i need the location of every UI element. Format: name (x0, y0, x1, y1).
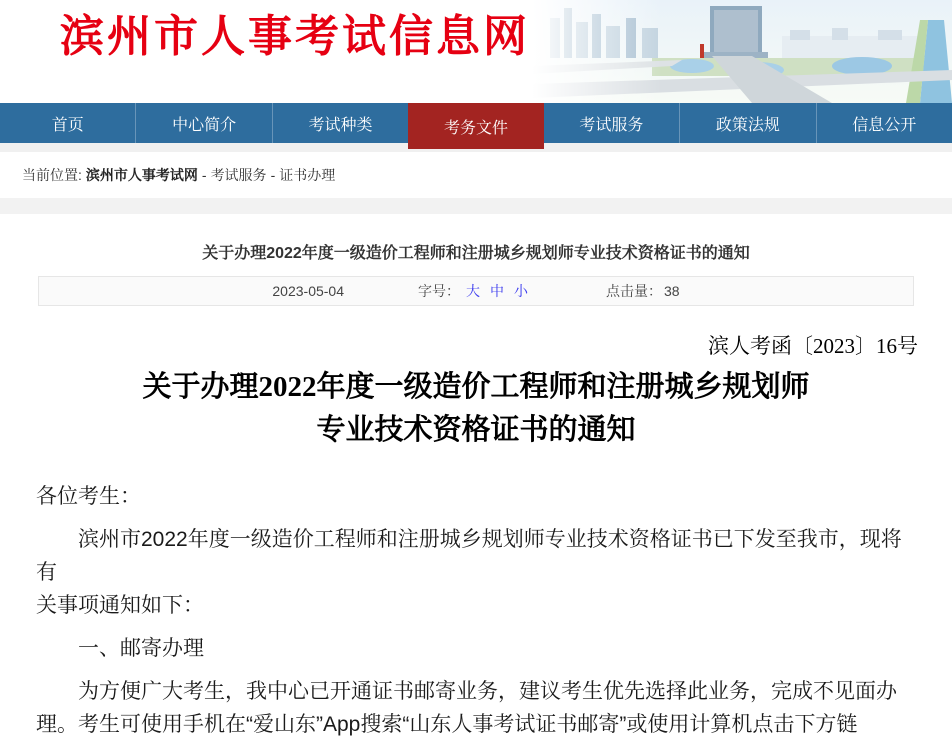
document-heading-line2: 专业技术资格证书的通知 (316, 414, 636, 446)
paragraph-line: 滨州市2022年度一级造价工程师和注册城乡规划师专业技术资格证书已下发至我市，现将有 (36, 528, 902, 584)
nav-item-policies[interactable]: 政策法规 (679, 103, 815, 143)
document-heading-line1: 关于办理2022年度一级造价工程师和注册城乡规划师 (142, 371, 810, 403)
article-area (0, 240, 952, 741)
font-size-control (418, 281, 532, 301)
breadcrumb-separator: - (270, 167, 276, 183)
document-heading (0, 366, 952, 452)
breadcrumb-section-link[interactable]: 考试服务 (210, 167, 267, 183)
cityscape-image (532, 0, 952, 103)
hit-counter-label: 点击量： (606, 283, 663, 299)
breadcrumb-page-link[interactable]: 证书办理 (279, 167, 336, 183)
breadcrumb (0, 152, 952, 198)
nav-item-center-intro[interactable]: 中心简介 (135, 103, 271, 143)
font-size-label: 字号： (418, 283, 461, 299)
nav-item-info-disclosure[interactable]: 信息公开 (816, 103, 952, 143)
article-title: 关于办理2022年度一级造价工程师和注册城乡规划师专业技术资格证书的通知 (202, 245, 750, 262)
hit-counter-value: 38 (664, 283, 680, 299)
section-divider (0, 198, 952, 214)
publish-date: 2023-05-04 (272, 283, 345, 299)
font-size-large-button[interactable]: 大 (466, 283, 481, 299)
nav-item-home[interactable]: 首页 (51, 116, 84, 134)
breadcrumb-site-link[interactable]: 滨州市人事考试网 (85, 167, 198, 183)
site-title: 滨州市人事考试信息网 (60, 12, 530, 61)
paragraph-line: 理。考生可使用手机在“爱山东”App搜索“山东人事考试证书邮寄”或使用计算机点击下方链 (36, 713, 858, 736)
section-subheading: 一、邮寄办理 (78, 637, 204, 660)
site-header (0, 0, 952, 103)
breadcrumb-label: 当前位置: (22, 167, 82, 183)
hit-counter (606, 281, 680, 301)
article-meta-bar (38, 276, 914, 306)
nav-item-exam-documents[interactable]: 考务文件 (408, 103, 543, 149)
main-nav (0, 103, 952, 143)
breadcrumb-separator: - (201, 167, 207, 183)
paragraph-line: 为方便广大考生，我中心已开通证书邮寄业务，建议考生优先选择此业务，完成不见面办 (78, 680, 897, 703)
font-size-medium-button[interactable]: 中 (490, 283, 505, 299)
nav-item-exam-types[interactable]: 考试种类 (272, 103, 408, 143)
document-number: 滨人考函〔2023〕16号 (708, 334, 918, 358)
salutation: 各位考生： (36, 485, 141, 508)
document-body (0, 480, 952, 741)
paragraph-line: 关事项通知如下： (36, 594, 204, 617)
font-size-small-button[interactable]: 小 (514, 283, 529, 299)
nav-item-exam-services[interactable]: 考试服务 (579, 116, 644, 134)
